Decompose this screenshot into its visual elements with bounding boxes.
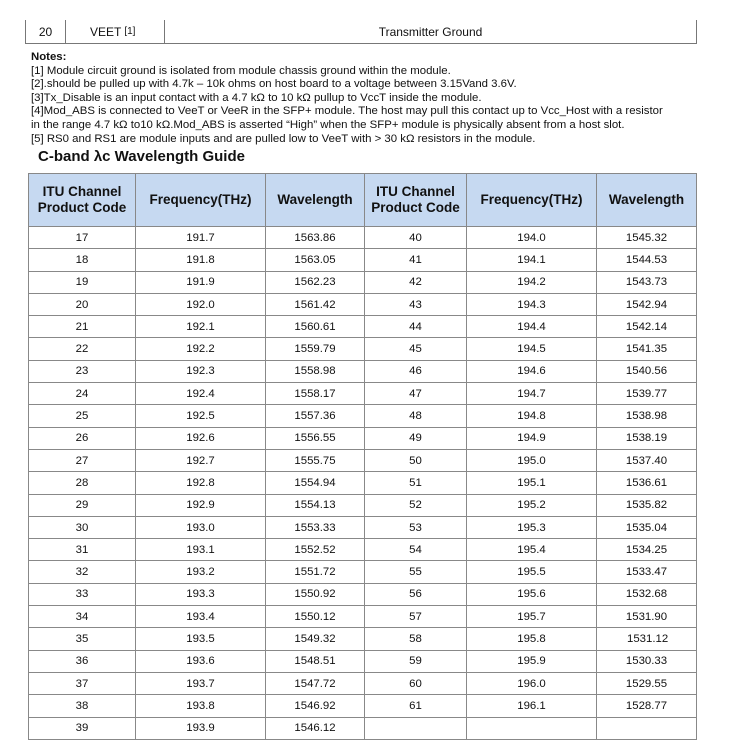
wavelength-cell: 1538.19 bbox=[597, 427, 697, 449]
table-row bbox=[29, 606, 697, 628]
frequency-cell: 191.7 bbox=[136, 227, 266, 249]
channel-code-cell: 51 bbox=[365, 472, 467, 494]
wavelength-cell: 1535.82 bbox=[597, 494, 697, 516]
channel-code-cell: 42 bbox=[365, 271, 467, 293]
frequency-cell: 195.6 bbox=[467, 583, 597, 605]
channel-code-cell: 46 bbox=[365, 360, 467, 382]
channel-code-cell: 45 bbox=[365, 338, 467, 360]
wavelength-cell: 1531.90 bbox=[597, 606, 697, 628]
channel-code-cell: 33 bbox=[29, 583, 136, 605]
frequency-cell: 195.5 bbox=[467, 561, 597, 583]
column-header: Wavelength bbox=[597, 174, 697, 227]
pin-footnote-ref: [1] bbox=[124, 26, 136, 37]
frequency-cell: 194.2 bbox=[467, 271, 597, 293]
table-row bbox=[29, 293, 697, 315]
table-row bbox=[29, 650, 697, 672]
column-header: ITU Channel Product Code bbox=[365, 174, 467, 227]
frequency-cell: 195.4 bbox=[467, 539, 597, 561]
wavelength-cell: 1536.61 bbox=[597, 472, 697, 494]
wavelength-cell: 1561.42 bbox=[266, 293, 365, 315]
frequency-cell: 193.3 bbox=[136, 583, 266, 605]
wavelength-cell: 1546.92 bbox=[266, 695, 365, 717]
wavelength-cell: 1563.86 bbox=[266, 227, 365, 249]
channel-code-cell: 36 bbox=[29, 650, 136, 672]
channel-code-cell: 54 bbox=[365, 539, 467, 561]
channel-code-cell: 50 bbox=[365, 449, 467, 471]
wavelength-cell: 1550.12 bbox=[266, 606, 365, 628]
wavelength-cell: 1542.94 bbox=[597, 293, 697, 315]
frequency-cell: 194.9 bbox=[467, 427, 597, 449]
channel-code-cell: 18 bbox=[29, 249, 136, 271]
table-row bbox=[29, 672, 697, 694]
wavelength-cell: 1554.94 bbox=[266, 472, 365, 494]
wavelength-cell: 1531.12 bbox=[597, 628, 697, 650]
wavelength-cell: 1545.32 bbox=[597, 227, 697, 249]
table-row bbox=[29, 383, 697, 405]
table-row bbox=[29, 472, 697, 494]
frequency-cell: 193.9 bbox=[136, 717, 266, 739]
wavelength-cell: 1544.53 bbox=[597, 249, 697, 271]
frequency-cell: 196.1 bbox=[467, 695, 597, 717]
note-line: [1] Module circuit ground is isolated from module chassis ground within the module. bbox=[31, 64, 451, 77]
wavelength-cell: 1553.33 bbox=[266, 516, 365, 538]
wavelength-cell: 1533.47 bbox=[597, 561, 697, 583]
frequency-cell: 193.4 bbox=[136, 606, 266, 628]
pin-function: Transmitter Ground bbox=[378, 24, 483, 39]
frequency-cell: 192.1 bbox=[136, 316, 266, 338]
wavelength-cell: 1540.56 bbox=[597, 360, 697, 382]
channel-code-cell: 52 bbox=[365, 494, 467, 516]
wavelength-cell: 1530.33 bbox=[597, 650, 697, 672]
channel-code-cell: 60 bbox=[365, 672, 467, 694]
table-row bbox=[29, 316, 697, 338]
frequency-cell: 193.7 bbox=[136, 672, 266, 694]
channel-code-cell: 22 bbox=[29, 338, 136, 360]
wavelength-guide-table bbox=[28, 173, 697, 740]
table-row bbox=[29, 539, 697, 561]
channel-code-cell: 48 bbox=[365, 405, 467, 427]
table-row bbox=[29, 338, 697, 360]
channel-code-cell: 39 bbox=[29, 717, 136, 739]
frequency-cell: 195.9 bbox=[467, 650, 597, 672]
channel-code-cell: 28 bbox=[29, 472, 136, 494]
wavelength-cell: 1559.79 bbox=[266, 338, 365, 360]
frequency-cell: 193.5 bbox=[136, 628, 266, 650]
frequency-cell: 193.2 bbox=[136, 561, 266, 583]
frequency-cell: 193.0 bbox=[136, 516, 266, 538]
table-row bbox=[29, 405, 697, 427]
wavelength-cell: 1552.52 bbox=[266, 539, 365, 561]
note-line: [3]Tx_Disable is an input contact with a 4.7 kΩ to 10 kΩ pullup to VccT inside the module. bbox=[31, 91, 482, 104]
channel-code-cell: 55 bbox=[365, 561, 467, 583]
frequency-cell: 195.3 bbox=[467, 516, 597, 538]
frequency-cell: 196.0 bbox=[467, 672, 597, 694]
pin-definition-row bbox=[25, 20, 697, 44]
channel-code-cell: 37 bbox=[29, 672, 136, 694]
frequency-cell: 191.8 bbox=[136, 249, 266, 271]
channel-code-cell: 53 bbox=[365, 516, 467, 538]
frequency-cell: 195.0 bbox=[467, 449, 597, 471]
table-row bbox=[29, 717, 697, 739]
channel-code-cell: 58 bbox=[365, 628, 467, 650]
notes-section bbox=[31, 51, 711, 146]
frequency-cell: 192.8 bbox=[136, 472, 266, 494]
frequency-cell: 192.6 bbox=[136, 427, 266, 449]
frequency-cell: 194.5 bbox=[467, 338, 597, 360]
table-row bbox=[29, 628, 697, 650]
frequency-cell: 193.8 bbox=[136, 695, 266, 717]
table-row bbox=[29, 360, 697, 382]
table-row bbox=[29, 516, 697, 538]
table-row bbox=[29, 695, 697, 717]
wavelength-cell: 1560.61 bbox=[266, 316, 365, 338]
column-header: ITU Channel Product Code bbox=[29, 174, 136, 227]
wavelength-cell: 1550.92 bbox=[266, 583, 365, 605]
channel-code-cell: 56 bbox=[365, 583, 467, 605]
frequency-cell: 192.4 bbox=[136, 383, 266, 405]
frequency-cell: 192.9 bbox=[136, 494, 266, 516]
frequency-cell: 195.2 bbox=[467, 494, 597, 516]
channel-code-cell: 61 bbox=[365, 695, 467, 717]
channel-code-cell: 34 bbox=[29, 606, 136, 628]
channel-code-cell: 47 bbox=[365, 383, 467, 405]
channel-code-cell: 26 bbox=[29, 427, 136, 449]
channel-code-cell: 19 bbox=[29, 271, 136, 293]
channel-code-cell: 40 bbox=[365, 227, 467, 249]
channel-code-cell: 17 bbox=[29, 227, 136, 249]
frequency-cell: 192.2 bbox=[136, 338, 266, 360]
wavelength-cell: 1557.36 bbox=[266, 405, 365, 427]
note-line: [5] RS0 and RS1 are module inputs and are pulled low to VeeT with > 30 kΩ resistors in the module. bbox=[31, 132, 536, 145]
wavelength-cell: 1558.17 bbox=[266, 383, 365, 405]
column-header: Wavelength bbox=[266, 174, 365, 227]
column-header: Frequency(THz) bbox=[136, 174, 266, 227]
wavelength-cell: 1543.73 bbox=[597, 271, 697, 293]
wavelength-cell bbox=[597, 717, 697, 739]
wavelength-cell: 1554.13 bbox=[266, 494, 365, 516]
frequency-cell: 192.3 bbox=[136, 360, 266, 382]
table-row bbox=[29, 561, 697, 583]
wavelength-cell: 1538.98 bbox=[597, 405, 697, 427]
channel-code-cell: 43 bbox=[365, 293, 467, 315]
channel-code-cell: 44 bbox=[365, 316, 467, 338]
table-row bbox=[29, 449, 697, 471]
wavelength-cell: 1534.25 bbox=[597, 539, 697, 561]
channel-code-cell: 49 bbox=[365, 427, 467, 449]
frequency-cell bbox=[467, 717, 597, 739]
channel-code-cell: 20 bbox=[29, 293, 136, 315]
channel-code-cell bbox=[365, 717, 467, 739]
pin-number: 20 bbox=[26, 20, 66, 43]
column-header: Frequency(THz) bbox=[467, 174, 597, 227]
channel-code-cell: 27 bbox=[29, 449, 136, 471]
channel-code-cell: 38 bbox=[29, 695, 136, 717]
wavelength-cell: 1556.55 bbox=[266, 427, 365, 449]
table-row bbox=[29, 494, 697, 516]
channel-code-cell: 24 bbox=[29, 383, 136, 405]
channel-code-cell: 41 bbox=[365, 249, 467, 271]
wavelength-cell: 1558.98 bbox=[266, 360, 365, 382]
wavelength-cell: 1532.68 bbox=[597, 583, 697, 605]
wavelength-cell: 1548.51 bbox=[266, 650, 365, 672]
channel-code-cell: 35 bbox=[29, 628, 136, 650]
table-row bbox=[29, 227, 697, 249]
channel-code-cell: 30 bbox=[29, 516, 136, 538]
pin-name-cell bbox=[66, 20, 165, 43]
wavelength-cell: 1528.77 bbox=[597, 695, 697, 717]
wavelength-cell: 1535.04 bbox=[597, 516, 697, 538]
frequency-cell: 195.1 bbox=[467, 472, 597, 494]
channel-code-cell: 23 bbox=[29, 360, 136, 382]
channel-code-cell: 25 bbox=[29, 405, 136, 427]
frequency-cell: 195.7 bbox=[467, 606, 597, 628]
wavelength-cell: 1563.05 bbox=[266, 249, 365, 271]
note-line: [4]Mod_ABS is connected to VeeT or VeeR in the SFP+ module. The host may pull this contact up to Vcc_Host with a resistor bbox=[31, 105, 663, 118]
channel-code-cell: 21 bbox=[29, 316, 136, 338]
frequency-cell: 194.3 bbox=[467, 293, 597, 315]
channel-code-cell: 57 bbox=[365, 606, 467, 628]
frequency-cell: 194.1 bbox=[467, 249, 597, 271]
frequency-cell: 194.7 bbox=[467, 383, 597, 405]
table-row bbox=[29, 583, 697, 605]
wavelength-cell: 1541.35 bbox=[597, 338, 697, 360]
wavelength-cell: 1539.77 bbox=[597, 383, 697, 405]
channel-code-cell: 31 bbox=[29, 539, 136, 561]
pin-name: VEET bbox=[90, 24, 122, 39]
channel-code-cell: 32 bbox=[29, 561, 136, 583]
wavelength-cell: 1549.32 bbox=[266, 628, 365, 650]
wavelength-cell: 1529.55 bbox=[597, 672, 697, 694]
frequency-cell: 195.8 bbox=[467, 628, 597, 650]
table-row bbox=[29, 271, 697, 293]
frequency-cell: 194.0 bbox=[467, 227, 597, 249]
frequency-cell: 194.4 bbox=[467, 316, 597, 338]
wavelength-cell: 1551.72 bbox=[266, 561, 365, 583]
wavelength-cell: 1547.72 bbox=[266, 672, 365, 694]
frequency-cell: 192.7 bbox=[136, 449, 266, 471]
frequency-cell: 191.9 bbox=[136, 271, 266, 293]
frequency-cell: 192.5 bbox=[136, 405, 266, 427]
frequency-cell: 194.8 bbox=[467, 405, 597, 427]
wavelength-cell: 1562.23 bbox=[266, 271, 365, 293]
frequency-cell: 192.0 bbox=[136, 293, 266, 315]
frequency-cell: 193.1 bbox=[136, 539, 266, 561]
table-header-row bbox=[29, 174, 697, 227]
note-line: in the range 4.7 kΩ to10 kΩ.Mod_ABS is asserted “High” when the SFP+ module is physically absent from a host slot. bbox=[31, 118, 625, 131]
table-row bbox=[29, 249, 697, 271]
wavelength-cell: 1546.12 bbox=[266, 717, 365, 739]
wavelength-cell: 1542.14 bbox=[597, 316, 697, 338]
wavelength-guide-title: C-band λc Wavelength Guide bbox=[38, 148, 245, 165]
wavelength-cell: 1537.40 bbox=[597, 449, 697, 471]
notes-title: Notes: bbox=[31, 51, 67, 63]
frequency-cell: 194.6 bbox=[467, 360, 597, 382]
note-line: [2].should be pulled up with 4.7k – 10k ohms on host board to a voltage between 3.15Vand 3.6V. bbox=[31, 78, 517, 91]
table-row bbox=[29, 427, 697, 449]
channel-code-cell: 29 bbox=[29, 494, 136, 516]
frequency-cell: 193.6 bbox=[136, 650, 266, 672]
channel-code-cell: 59 bbox=[365, 650, 467, 672]
table-body bbox=[29, 227, 697, 740]
wavelength-cell: 1555.75 bbox=[266, 449, 365, 471]
